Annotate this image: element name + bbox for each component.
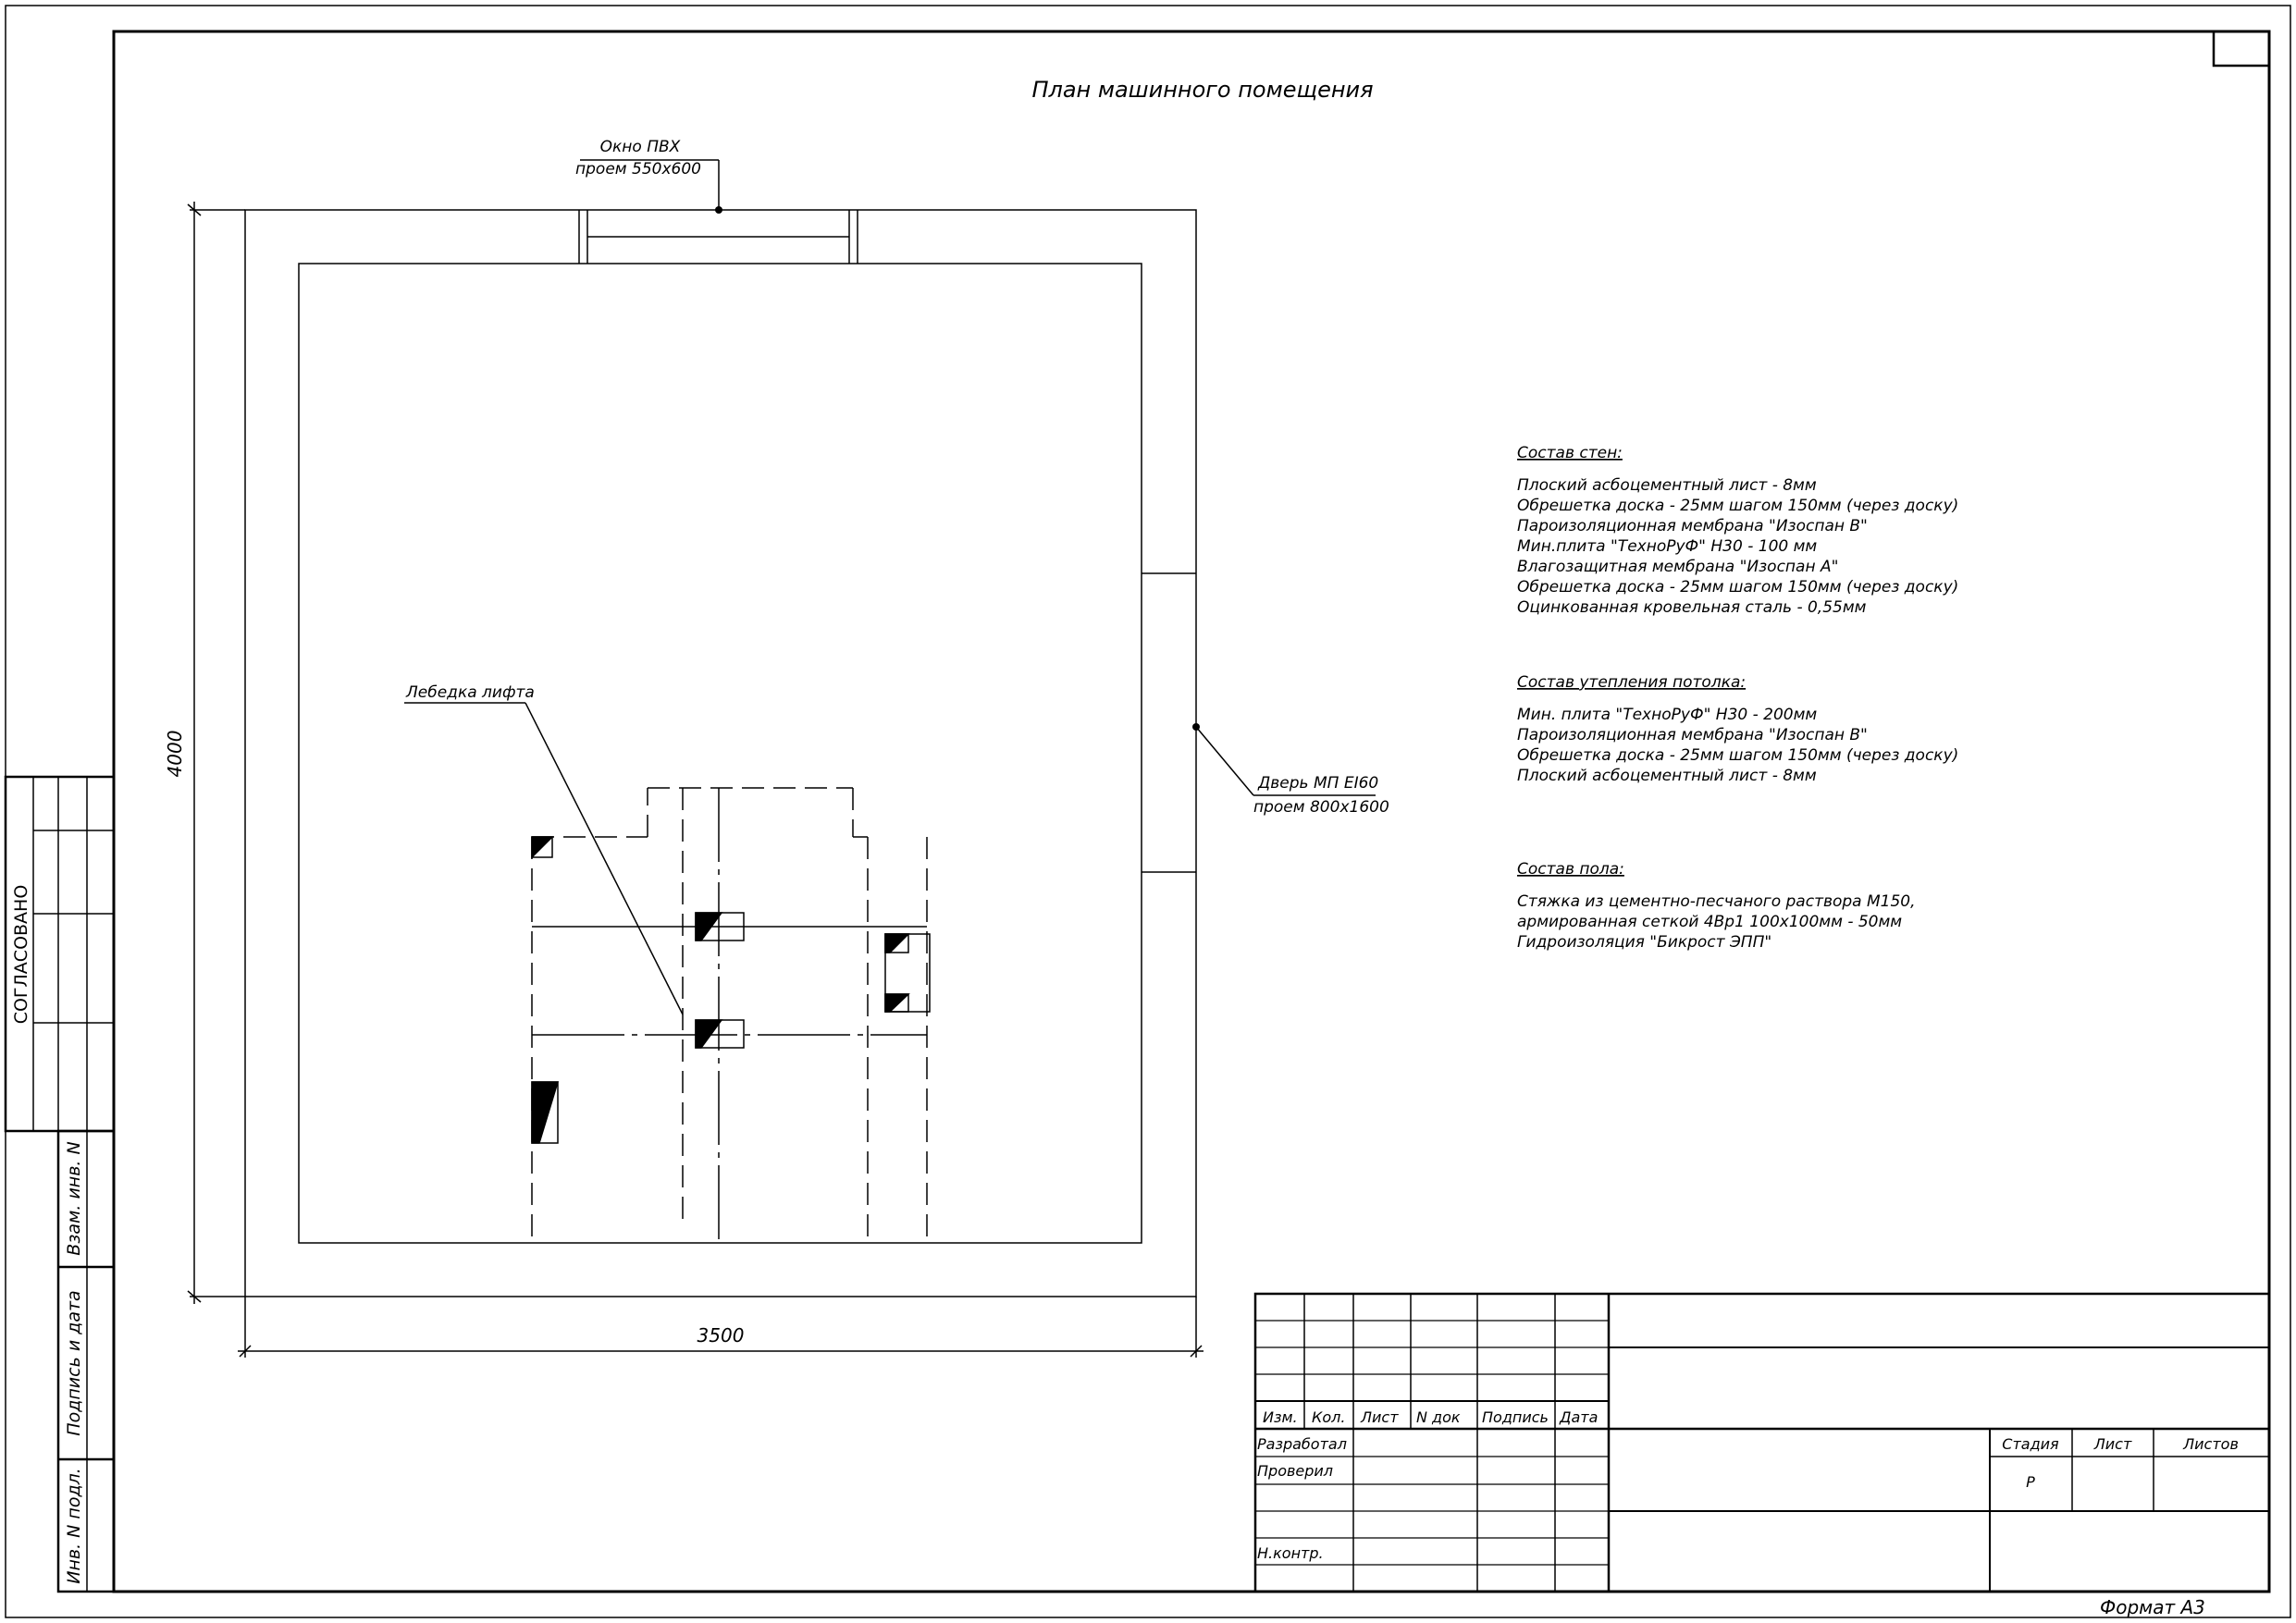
side-stamp-agreed: СОГЛАСОВАНО (11, 884, 31, 1025)
side-stamp-podpis: Подпись и дата (64, 1290, 84, 1436)
wall-layer: Оцинкованная кровельная сталь - 0,55мм (1517, 598, 1867, 617)
ceiling-layer: Пароизоляционная мембрана "Изоспан В" (1517, 726, 1868, 744)
winch-mounts (532, 837, 930, 1143)
wall-layer: Влагозащитная мембрана "Изоспан А" (1517, 558, 1839, 576)
winch-label: Лебедка лифта (406, 683, 535, 702)
window-label-line1: Окно ПВХ (599, 138, 681, 156)
sheet-outer-border (6, 6, 2290, 1617)
side-stamp-inv: Инв. N подл. (64, 1468, 84, 1584)
tb-col-podpis: Подпись (1482, 1408, 1549, 1426)
door-label-line2: проем 800х1600 (1253, 798, 1389, 817)
ceiling-layer: Плоский асбоцементный лист - 8мм (1517, 767, 1817, 785)
drawing-frame (114, 31, 2269, 1592)
floor-layer: армированная сеткой 4Вр1 100х100мм - 50мм (1517, 913, 1903, 931)
tb-proveril: Проверил (1257, 1462, 1334, 1480)
wall-layer: Пароизоляционная мембрана "Изоспан В" (1517, 517, 1868, 535)
tb-listov: Листов (2183, 1435, 2239, 1453)
side-stamp-vzam: Взам. инв. N (64, 1141, 84, 1256)
tb-nkontr: Н.контр. (1257, 1544, 1324, 1562)
floor-layer: Стяжка из цементно-песчаного раствора М150, (1517, 892, 1916, 911)
tb-razrabotal: Разработал (1257, 1435, 1347, 1453)
tb-col-data: Дата (1560, 1408, 1599, 1426)
drawing-title: План машинного помещения (1031, 77, 1374, 103)
door-leader (1196, 727, 1253, 795)
window-label-line2: проем 550х600 (575, 160, 701, 178)
tb-col-kol: Кол. (1312, 1408, 1346, 1426)
tb-stadiya-value: Р (2026, 1473, 2035, 1491)
door-leader-dot (1192, 723, 1200, 731)
notes-block (1517, 444, 1958, 952)
walls-title: Состав стен: (1517, 444, 1623, 462)
tb-list: Лист (2093, 1435, 2132, 1453)
floor-layer: Гидроизоляция "Бикрост ЭПП" (1517, 933, 1772, 952)
tb-col-list: Лист (1361, 1408, 1399, 1426)
wall-outer (245, 210, 1196, 1297)
dimension-height-label: 4000 (164, 730, 186, 778)
ceiling-layer: Обрешетка доска - 25мм шагом 150мм (через доску) (1517, 746, 1959, 765)
wall-layer: Обрешетка доска - 25мм шагом 150мм (через доску) (1517, 497, 1959, 515)
winch-outline (532, 788, 927, 1243)
window-opening (579, 210, 858, 264)
door-label-line1: Дверь МП EI60 (1258, 774, 1379, 793)
tb-stadiya: Стадия (2002, 1435, 2059, 1453)
sheet-number-box (2214, 31, 2269, 66)
room-plan (188, 160, 1379, 1358)
wall-inner (299, 264, 1142, 1243)
floor-title: Состав пола: (1517, 860, 1624, 879)
dimension-height (188, 202, 245, 1304)
ceiling-layer: Мин. плита "ТехноРуФ" Н30 - 200мм (1517, 706, 1818, 724)
tb-col-ndok: N док (1416, 1408, 1461, 1426)
window-leader-dot (715, 206, 722, 214)
dimension-width-label: 3500 (697, 1324, 745, 1346)
wall-layer: Плоский асбоцементный лист - 8мм (1517, 476, 1817, 495)
wall-layer: Обрешетка доска - 25мм шагом 150мм (через доску) (1517, 578, 1959, 596)
ceiling-title: Состав утепления потолка: (1517, 673, 1747, 692)
tb-col-izm: Изм. (1263, 1408, 1298, 1426)
wall-layer: Мин.плита "ТехноРуФ" Н30 - 100 мм (1517, 537, 1818, 556)
sheet-format: Формат А3 (2100, 1596, 2205, 1618)
door-opening (1142, 573, 1196, 872)
